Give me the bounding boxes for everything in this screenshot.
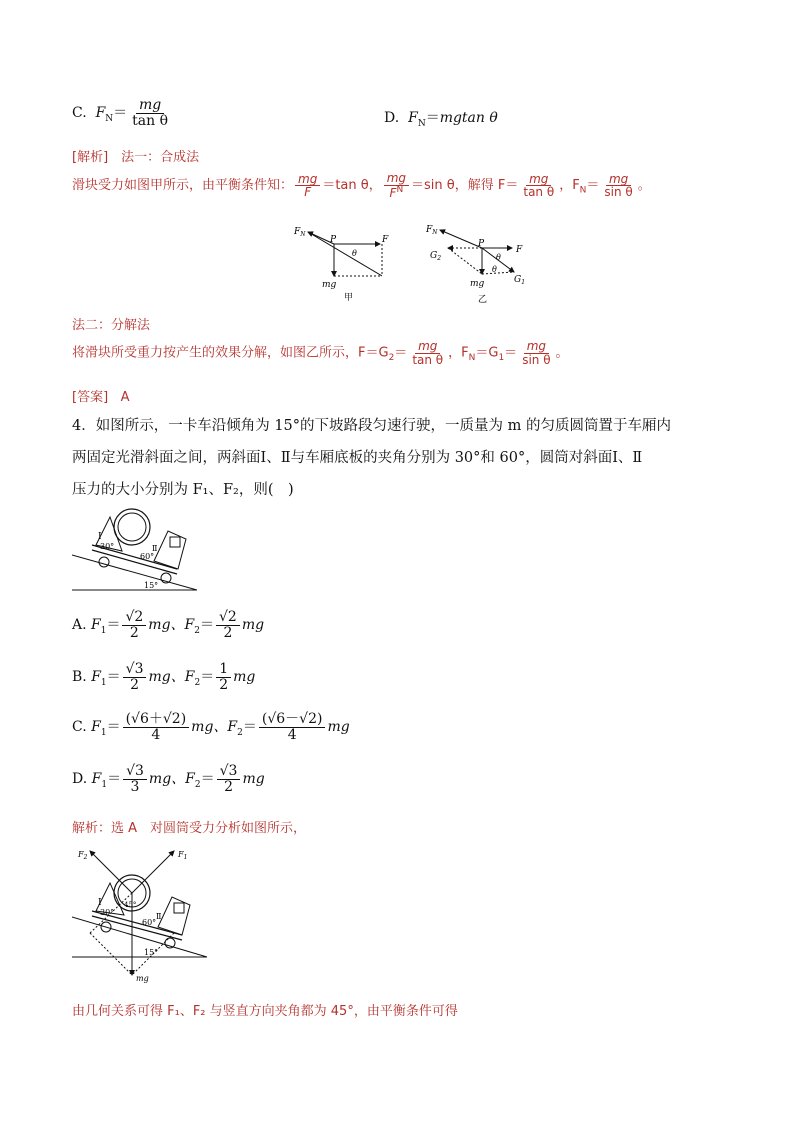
- svg-text:mg: mg: [470, 279, 485, 289]
- answer: [答案] A: [72, 390, 130, 405]
- svg-text:F: F: [516, 245, 523, 255]
- option-3: D. $F_1=$ $\frac{√3}{3}$ mg、$F_2=$ $\frac{√3}{2}$ mg: [72, 763, 265, 795]
- svg-text:30°: 30°: [100, 542, 115, 551]
- svg-text:Ⅱ: Ⅱ: [156, 912, 162, 921]
- svg-text:15°: 15°: [144, 581, 159, 590]
- analysis-line-1: 滑块受力如图甲所示，由平衡条件知： $\frac{mg}{F}$ ＝tan θ， $\frac{mg}{F^N}$ ＝sin θ，解得 F＝ $\frac{mg}{\text{tan θ}}$ ，$F_N=$ $\frac{mg}{\text{sin θ}}$ 。: [72, 171, 651, 200]
- option-1: B. $F_1=$ $\frac{√3}{2}$ mg、$F_2=$ $\frac{1}{2}$ mg: [72, 661, 256, 693]
- svg-text:Ⅰ: Ⅰ: [98, 532, 102, 542]
- analysis-heading: [解析] 法一：合成法: [72, 150, 200, 165]
- svg-text:Ⅱ: Ⅱ: [152, 544, 158, 553]
- truck-force-figure: [72, 845, 212, 985]
- svg-text:θ: θ: [492, 265, 497, 274]
- solution-heading: 解析：选 A 对圆筒受力分析如图所示，: [72, 821, 307, 836]
- last-line: 由几何关系可得 F₁、F₂ 与竖直方向夹角都为 45°，由平衡条件可得: [72, 1004, 458, 1019]
- svg-text:G2: $G_2$: [430, 251, 442, 262]
- svg-text:F1: $F_1$: [178, 850, 188, 861]
- svg-text:15°: 15°: [144, 948, 159, 957]
- svg-text:45°: 45°: [124, 901, 137, 909]
- analysis-line-2: 将滑块所受重力按产生的效果分解，如图乙所示，$F=G_2=$ $\frac{mg}{\text{tan θ}}$ ，$F_N=G_1=$ $\frac{mg}{\text{sin θ}}$ 。: [72, 339, 569, 367]
- label-fn: $F_N$: [294, 227, 306, 238]
- svg-text:F2: $F_2$: [78, 850, 88, 861]
- svg-text:甲: 甲: [344, 293, 354, 303]
- svg-text:60°: 60°: [140, 552, 155, 561]
- q4-line-1: 4．如图所示，一卡车沿倾角为 15°的下坡路段匀速行驶，一质量为 m 的匀质圆筒置于车厢内: [72, 418, 671, 434]
- svg-text:乙: 乙: [478, 295, 488, 305]
- svg-text:P: P: [330, 235, 337, 245]
- svg-text:FN: $F_N$: [426, 225, 438, 236]
- fraction: $\frac{mg}{\text{tan θ}}$: [132, 97, 169, 129]
- svg-text:Ⅰ: Ⅰ: [98, 898, 102, 908]
- truck-figure: [72, 505, 202, 595]
- method-two-heading: 法二：分解法: [72, 318, 151, 333]
- option-d: D. $F_N=mgtan$ θ: [384, 110, 498, 129]
- option-0: A. $F_1=$ $\frac{√2}{2}$ mg、$F_2=$ $\frac{√2}{2}$ mg: [72, 609, 265, 641]
- svg-text:mg: mg: [136, 974, 149, 983]
- option-2: C. $F_1=$ $\frac{(√6+√2)}{4}$ mg、$F_2=$ $\frac{(√6-√2)}{4}$ mg: [72, 711, 350, 743]
- svg-text:60°: 60°: [142, 918, 157, 927]
- figure-jia: [290, 220, 400, 308]
- svg-text:θ: θ: [352, 249, 357, 258]
- q4-line-2: 两固定光滑斜面之间，两斜面Ⅰ、Ⅱ与车厢底板的夹角分别为 30°和 60°，圆筒对斜面Ⅰ、Ⅱ: [72, 450, 643, 466]
- svg-text:G1: $G_1$: [514, 275, 526, 286]
- svg-text:P: P: [478, 239, 485, 249]
- figure-yi: [420, 220, 540, 308]
- q4-line-3: 压力的大小分别为 F₁、F₂，则( ): [72, 482, 294, 498]
- svg-text:θ: θ: [496, 253, 501, 262]
- svg-text:30°: 30°: [100, 908, 115, 917]
- svg-text:mg: mg: [322, 280, 337, 290]
- svg-text:F: F: [382, 235, 389, 245]
- option-c: C. $F_N=$ $\frac{mg}{\text{tan θ}}$: [72, 98, 173, 128]
